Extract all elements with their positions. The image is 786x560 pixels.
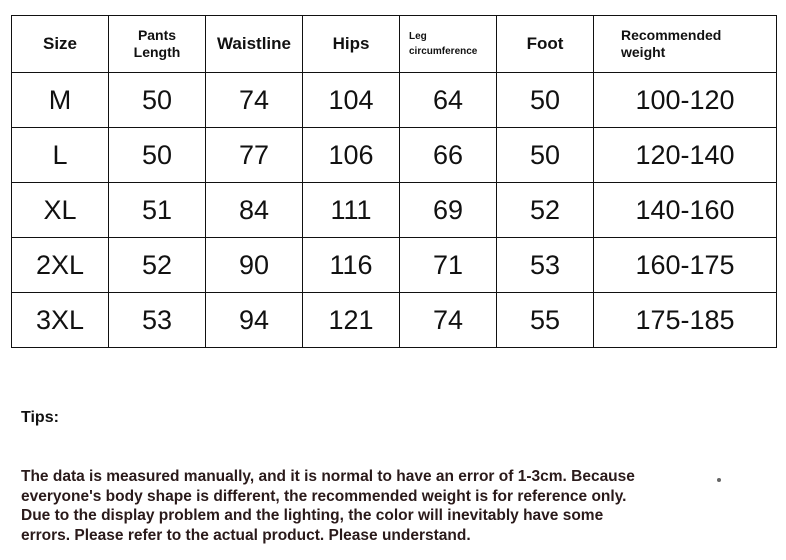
- table-cell: 140-160: [594, 183, 777, 238]
- table-cell: 90: [206, 238, 303, 293]
- table-cell: 50: [497, 73, 594, 128]
- table-cell: 71: [400, 238, 497, 293]
- table-cell: 116: [303, 238, 400, 293]
- tips-label: Tips:: [21, 409, 59, 426]
- table-cell: 50: [497, 128, 594, 183]
- table-cell: 2XL: [12, 238, 109, 293]
- table-cell: 64: [400, 73, 497, 128]
- tips-line: errors. Please refer to the actual product. Please understand.: [21, 526, 471, 544]
- header-leg-circumference-text: Leg circumference: [409, 31, 478, 57]
- table-cell: 53: [497, 238, 594, 293]
- table-cell: 160-175: [594, 238, 777, 293]
- table-cell: 74: [206, 73, 303, 128]
- tips-line: The data is measured manually, and it is normal to have an error of 1-3cm. Because: [21, 468, 635, 485]
- header-foot: Foot: [497, 16, 594, 73]
- table-cell: 69: [400, 183, 497, 238]
- decorative-dot: [717, 478, 721, 482]
- table-cell: 52: [109, 238, 206, 293]
- table-cell: 106: [303, 128, 400, 183]
- header-pants-length: [109, 16, 206, 73]
- table-cell: 50: [109, 128, 206, 183]
- table-header-row: [12, 16, 777, 73]
- table-cell: 55: [497, 293, 594, 348]
- tips-notes: [21, 467, 741, 545]
- header-recommended-weight: [594, 16, 777, 73]
- table-cell: 94: [206, 293, 303, 348]
- tips-line: Due to the display problem and the lighting, the color will inevitably have some: [21, 507, 604, 524]
- table-row: [12, 238, 777, 293]
- header-size: Size: [12, 16, 109, 73]
- table-cell: 74: [400, 293, 497, 348]
- size-chart-table: [11, 15, 777, 348]
- table-cell: 104: [303, 73, 400, 128]
- table-cell: 100-120: [594, 73, 777, 128]
- table-row: [12, 183, 777, 238]
- table-cell: 120-140: [594, 128, 777, 183]
- table-cell: 175-185: [594, 293, 777, 348]
- table-cell: 121: [303, 293, 400, 348]
- tips-line: everyone's body shape is different, the recommended weight is for reference only.: [21, 487, 627, 505]
- table-cell: L: [12, 128, 109, 183]
- table-row: [12, 128, 777, 183]
- header-leg-circumference: [400, 16, 497, 73]
- table-cell: 50: [109, 73, 206, 128]
- table-cell: 111: [303, 183, 400, 238]
- table-cell: 77: [206, 128, 303, 183]
- header-hips: Hips: [303, 16, 400, 73]
- header-waistline: Waistline: [206, 16, 303, 73]
- table-cell: 51: [109, 183, 206, 238]
- table-cell: 66: [400, 128, 497, 183]
- table-body: [12, 73, 777, 348]
- table-row: [12, 73, 777, 128]
- table-cell: 3XL: [12, 293, 109, 348]
- table-cell: 52: [497, 183, 594, 238]
- header-pants-length-text: Pants Length: [133, 27, 181, 60]
- header-recommended-weight-text: Recommended weight: [621, 27, 722, 60]
- table-cell: 53: [109, 293, 206, 348]
- table-row: [12, 293, 777, 348]
- table-cell: M: [12, 73, 109, 128]
- table-cell: 84: [206, 183, 303, 238]
- table-cell: XL: [12, 183, 109, 238]
